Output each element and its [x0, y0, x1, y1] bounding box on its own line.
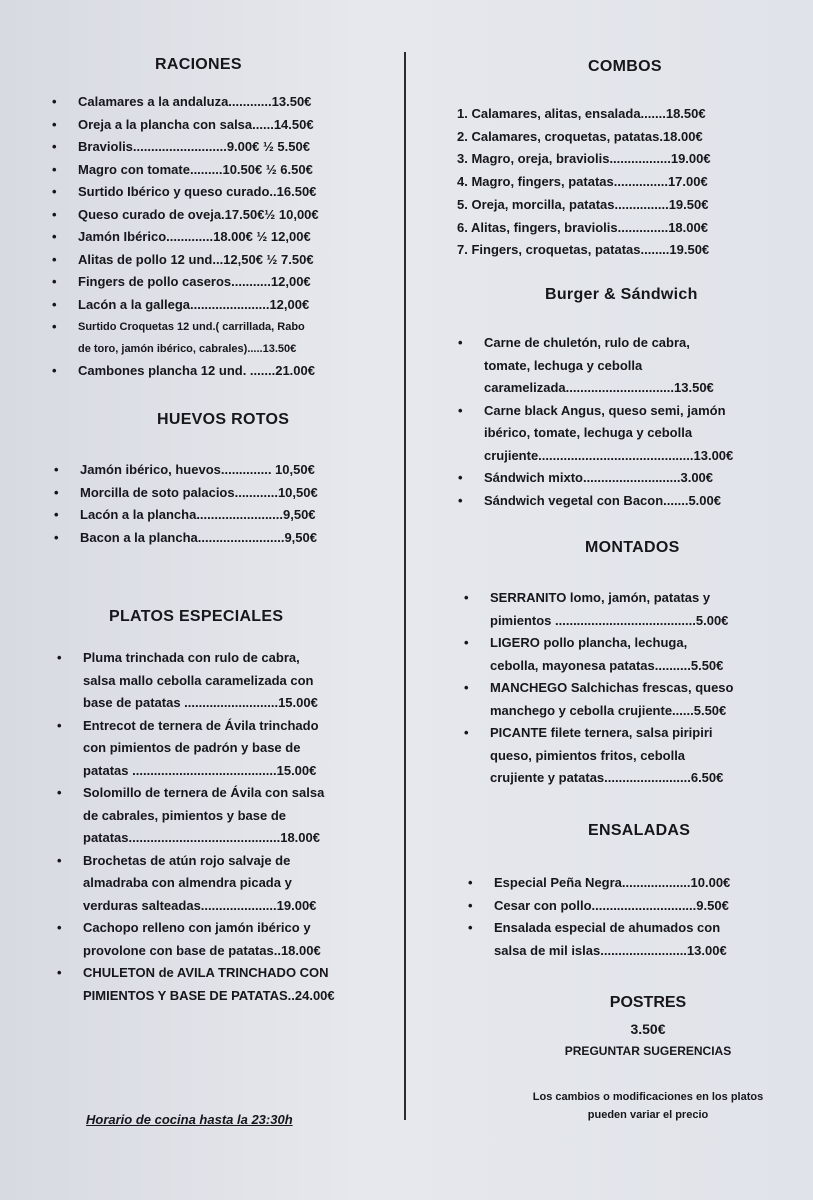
- menu-item: [494, 872, 730, 895]
- menu-item-line: • Sándwich vegetal con Bacon.......5.00€: [484, 492, 721, 508]
- menu-item-line: manchego y cebolla crujiente......5.50€: [490, 702, 727, 718]
- menu-item: • Braviolis..........................9.00€ ½ 5.50€: [78, 136, 319, 159]
- menu-item: [494, 917, 730, 962]
- menu-item-line: caramelizada..............................13.50€: [484, 380, 714, 395]
- menu-item-line: de cabrales, pimientos y base de: [83, 807, 287, 823]
- menu-item: [83, 647, 335, 715]
- combo-item: 1. Calamares, alitas, ensalada.......18.50€: [457, 106, 706, 121]
- menu-item-line: pimientos .......................................5.00€: [490, 612, 729, 628]
- postres-price: 3.50€: [630, 1021, 666, 1037]
- menu-item: • Bacon a la plancha........................9,50€: [80, 527, 318, 550]
- menu-item-line: • Especial Peña Negra...................10.00€: [494, 875, 731, 890]
- menu-item-line: • PICANTE filete ternera, salsa piripiri: [490, 725, 713, 740]
- burger-heading: Burger & Sándwich: [545, 286, 698, 303]
- platos-especiales-heading: PLATOS ESPECIALES: [109, 608, 284, 625]
- disclaimer-line-1: Los cambios o modificaciones en los platos: [532, 1091, 764, 1103]
- menu-item: • Surtido Croquetas 12 und.( carrillada, Rabo: [78, 316, 319, 338]
- menu-item: • Lacón a la gallega......................12,00€: [78, 294, 319, 317]
- menu-item-line: crujiente...........................................13.00€: [484, 447, 734, 463]
- menu-item-line: patatas ........................................15.00€: [83, 762, 317, 778]
- menu-item: • Morcilla de soto palacios............10,50€: [80, 482, 318, 505]
- menu-item-line: • SERRANITO lomo, jamón, patatas y: [490, 590, 711, 605]
- kitchen-hours: Horario de cocina hasta la 23:30h: [86, 1112, 293, 1127]
- menu-item: [83, 782, 335, 850]
- menu-item-line: PIMIENTOS Y BASE DE PATATAS..24.00€: [83, 987, 335, 1003]
- menu-item: • Queso curado de oveja.17.50€½ 10,00€: [78, 204, 319, 227]
- menu-item: [484, 400, 733, 468]
- menu-item-line: cebolla, mayonesa patatas..........5.50€: [490, 657, 724, 673]
- menu-item-line: • Ensalada especial de ahumados con: [494, 920, 721, 935]
- menu-item-line: • Entrecot de ternera de Ávila trinchado: [83, 717, 319, 733]
- menu-item: • Alitas de pollo 12 und...12,50€ ½ 7.50€: [78, 249, 319, 272]
- menu-item: • Surtido Ibérico y queso curado..16.50€: [78, 181, 319, 204]
- combo-item: 3. Magro, oreja, braviolis.................19.00€: [457, 151, 711, 167]
- combos-list: [457, 103, 711, 262]
- platos-especiales-list: [83, 647, 335, 1007]
- menu-item-line: • Cachopo relleno con jamón ibérico y: [83, 920, 311, 935]
- menu-item-line: • Solomillo de ternera de Ávila con salsa: [83, 785, 325, 800]
- huevos-rotos-list: [80, 459, 318, 549]
- disclaimer-line-2: pueden variar el precio: [587, 1109, 709, 1121]
- menu-item-line: • Sándwich mixto...........................3.00€: [484, 470, 714, 485]
- menu-item-line: • Carne de chuletón, rulo de cabra,: [484, 335, 690, 350]
- disclaimer: [488, 1088, 808, 1124]
- menu-item: [490, 722, 733, 790]
- menu-item-line: con pimientos de padrón y base de: [83, 740, 301, 755]
- menu-item-line: verduras salteadas.....................19.00€: [83, 897, 317, 913]
- menu-item: • Jamón Ibérico.............18.00€ ½ 12,00€: [78, 226, 319, 249]
- menu-item: • Fingers de pollo caseros...........12,00€: [78, 271, 319, 294]
- huevos-rotos-heading: HUEVOS ROTOS: [157, 411, 290, 428]
- menu-item: [490, 677, 733, 722]
- postres-note: PREGUNTAR SUGERENCIAS: [564, 1044, 732, 1058]
- menu-item: [83, 917, 335, 962]
- burger-list: [484, 332, 733, 512]
- menu-item: [490, 632, 733, 677]
- ensaladas-list: [494, 872, 730, 962]
- menu-item: [83, 715, 335, 783]
- menu-item: de toro, jamón ibérico, cabrales).....13.50€: [78, 343, 297, 355]
- combo-item: 4. Magro, fingers, patatas...............17.00€: [457, 174, 708, 190]
- combo-item: 7. Fingers, croquetas, patatas........19.50€: [457, 242, 710, 258]
- raciones-heading: RACIONES: [155, 56, 242, 73]
- column-divider: [404, 52, 406, 1120]
- combo-item: 2. Calamares, croquetas, patatas.18.00€: [457, 128, 703, 144]
- menu-item: • Magro con tomate.........10.50€ ½ 6.50€: [78, 159, 319, 182]
- menu-item-line: salsa mallo cebolla caramelizada con: [83, 672, 314, 688]
- menu-item-line: almadraba con almendra picada y: [83, 875, 292, 890]
- menu-item-line: patatas..........................................18.00€: [83, 830, 320, 845]
- combo-item: 5. Oreja, morcilla, patatas...............19.50€: [457, 196, 709, 212]
- menu-item-line: • Carne black Angus, queso semi, jamón: [484, 402, 726, 418]
- menu-item-line: • Cesar con pollo.............................9.50€: [494, 897, 729, 913]
- menu-item-line: • LIGERO pollo plancha, lechuga,: [490, 635, 688, 650]
- menu-item-line: ibérico, tomate, lechuga y cebolla: [484, 425, 693, 440]
- menu-item: [484, 490, 733, 513]
- menu-item-line: • MANCHEGO Salchichas frescas, queso: [490, 680, 734, 695]
- raciones-list: [78, 91, 319, 383]
- menu-item-line: • CHULETON de AVILA TRINCHADO CON: [83, 965, 329, 980]
- menu-item: • Lacón a la plancha........................9,50€: [80, 504, 318, 527]
- montados-heading: MONTADOS: [585, 539, 680, 556]
- menu-item-line: provolone con base de patatas..18.00€: [83, 942, 321, 958]
- combos-heading: COMBOS: [588, 58, 662, 75]
- menu-item-line: • Brochetas de atún rojo salvaje de: [83, 852, 291, 868]
- menu-item: [494, 895, 730, 918]
- menu-item-line: tomate, lechuga y cebolla: [484, 357, 643, 373]
- menu-item: • Calamares a la andaluza............13.50€: [78, 91, 319, 114]
- menu-item: [484, 467, 733, 490]
- menu-item-line: base de patatas ..........................15.00€: [83, 695, 318, 710]
- menu-item: [490, 587, 733, 632]
- combo-item: 6. Alitas, fingers, braviolis..............18.00€: [457, 219, 708, 235]
- menu-item: [83, 962, 335, 1007]
- menu-item-line: salsa de mil islas........................13.00€: [494, 942, 727, 958]
- menu-item: [83, 850, 335, 918]
- montados-list: [490, 587, 733, 790]
- menu-item: [484, 332, 733, 400]
- postres-heading: POSTRES: [609, 994, 687, 1011]
- menu-item: • Jamón ibérico, huevos.............. 10,50€: [80, 459, 318, 482]
- menu-item-line: • Pluma trinchada con rulo de cabra,: [83, 650, 300, 665]
- menu-item-line: queso, pimientos fritos, cebolla: [490, 747, 686, 763]
- ensaladas-heading: ENSALADAS: [588, 822, 691, 839]
- menu-item: • Oreja a la plancha con salsa......14.50€: [78, 114, 319, 137]
- menu-item: • Cambones plancha 12 und. .......21.00€: [78, 360, 319, 383]
- menu-item-line: crujiente y patatas........................6.50€: [490, 770, 724, 785]
